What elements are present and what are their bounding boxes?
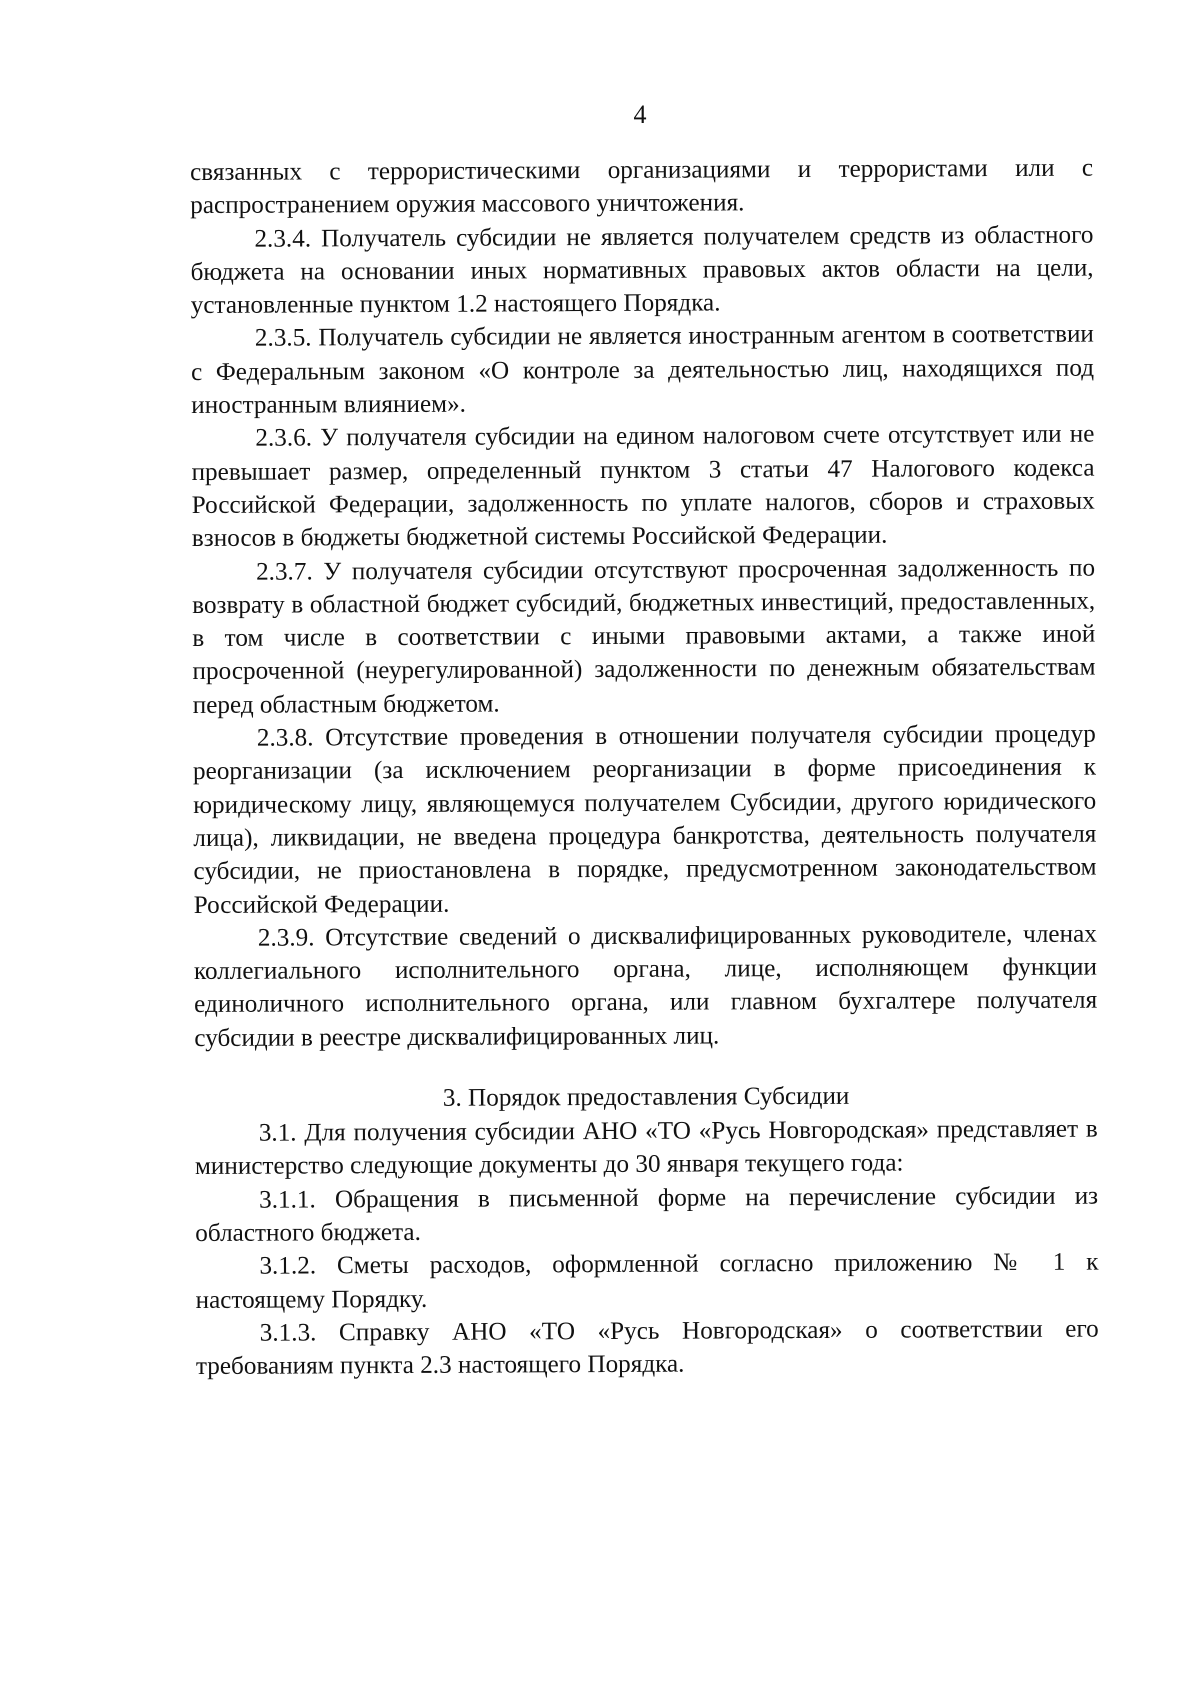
paragraph-2-3-7: 2.3.7. У получателя субсидии отсутствуют просроченная задолженность по возврату в областной бюджет субсидий, бюджетных инвестиций, предоставленных, в том числе в соответствии с иными правовыми актами, а также иной просроченной (неурегулированной) задолженности по денежным обязательствам перед областным бюджетом. (192, 554, 1096, 719)
page-number: 4 (633, 100, 647, 129)
paragraph-2-3-9: 2.3.9. Отсутствие сведений о дисквалифицированных руководителе, членах коллегиального исполнительного органа, лице, исполняющем функции единоличного исполнительного органа, или главном бухгалтере получателя субсидии в реестре дисквалифицированных лиц. (193, 920, 1098, 1052)
paragraph-3-1-3: 3.1.3. Справку АНО «ТО «Русь Новгородская» о соответствии его требованиям пункта 2.3 настоящего Порядка. (195, 1315, 1099, 1381)
document-body (190, 152, 1099, 1384)
paragraph-3-1-2: 3.1.2. Сметы расходов, оформленной согласно приложению № 1 к настоящему Порядку. (195, 1248, 1099, 1314)
paragraph-2-3-4: 2.3.4. Получатель субсидии не является получателем средств из областного бюджета на основании иных нормативных правовых актов области на цели, установленные пунктом 1.2 настоящего Порядка. (190, 221, 1094, 320)
paragraph-2-3-5: 2.3.5. Получатель субсидии не является иностранным агентом в соответствии с Федеральным законом «О контроле за деятельностью лиц, находящихся под иностранным влиянием». (190, 321, 1095, 420)
paragraph-continuation: связанных с террористическими организациями и террористами или с распространением оружия массового уничтожения. (190, 154, 1094, 220)
paragraph-2-3-8: 2.3.8. Отсутствие проведения в отношении получателя субсидии процедур реорганизации (за исключением реорганизации в форме присоединения к юридическому лицу, являющемуся получателем Субсидии, другого юридического лица), ликвидации, не введена процедура банкротства, деятельность получателя субсидии, не приостановлена в порядке, предусмотренном законодательством Российской Федерации. (192, 720, 1097, 919)
section-3-title: 3. Порядок предоставления Субсидии (442, 1082, 850, 1112)
paragraph-3-1: 3.1. Для получения субсидии АНО «ТО «Русь Новгородская» представляет в министерство следующие документы до 30 января текущего года: (194, 1115, 1098, 1181)
paragraph-3-1-1: 3.1.1. Обращения в письменной форме на перечисление субсидии из областного бюджета. (195, 1182, 1099, 1247)
paragraph-2-3-6: 2.3.6. У получателя субсидии на едином налоговом счете отсутствует или не превышает размер, определенный пунктом 3 статьи 47 Налогового кодекса Российской Федерации, задолженность по уплате налогов, сборов и страховых взносов в бюджеты бюджетной системы Российской Федерации. (191, 420, 1095, 553)
